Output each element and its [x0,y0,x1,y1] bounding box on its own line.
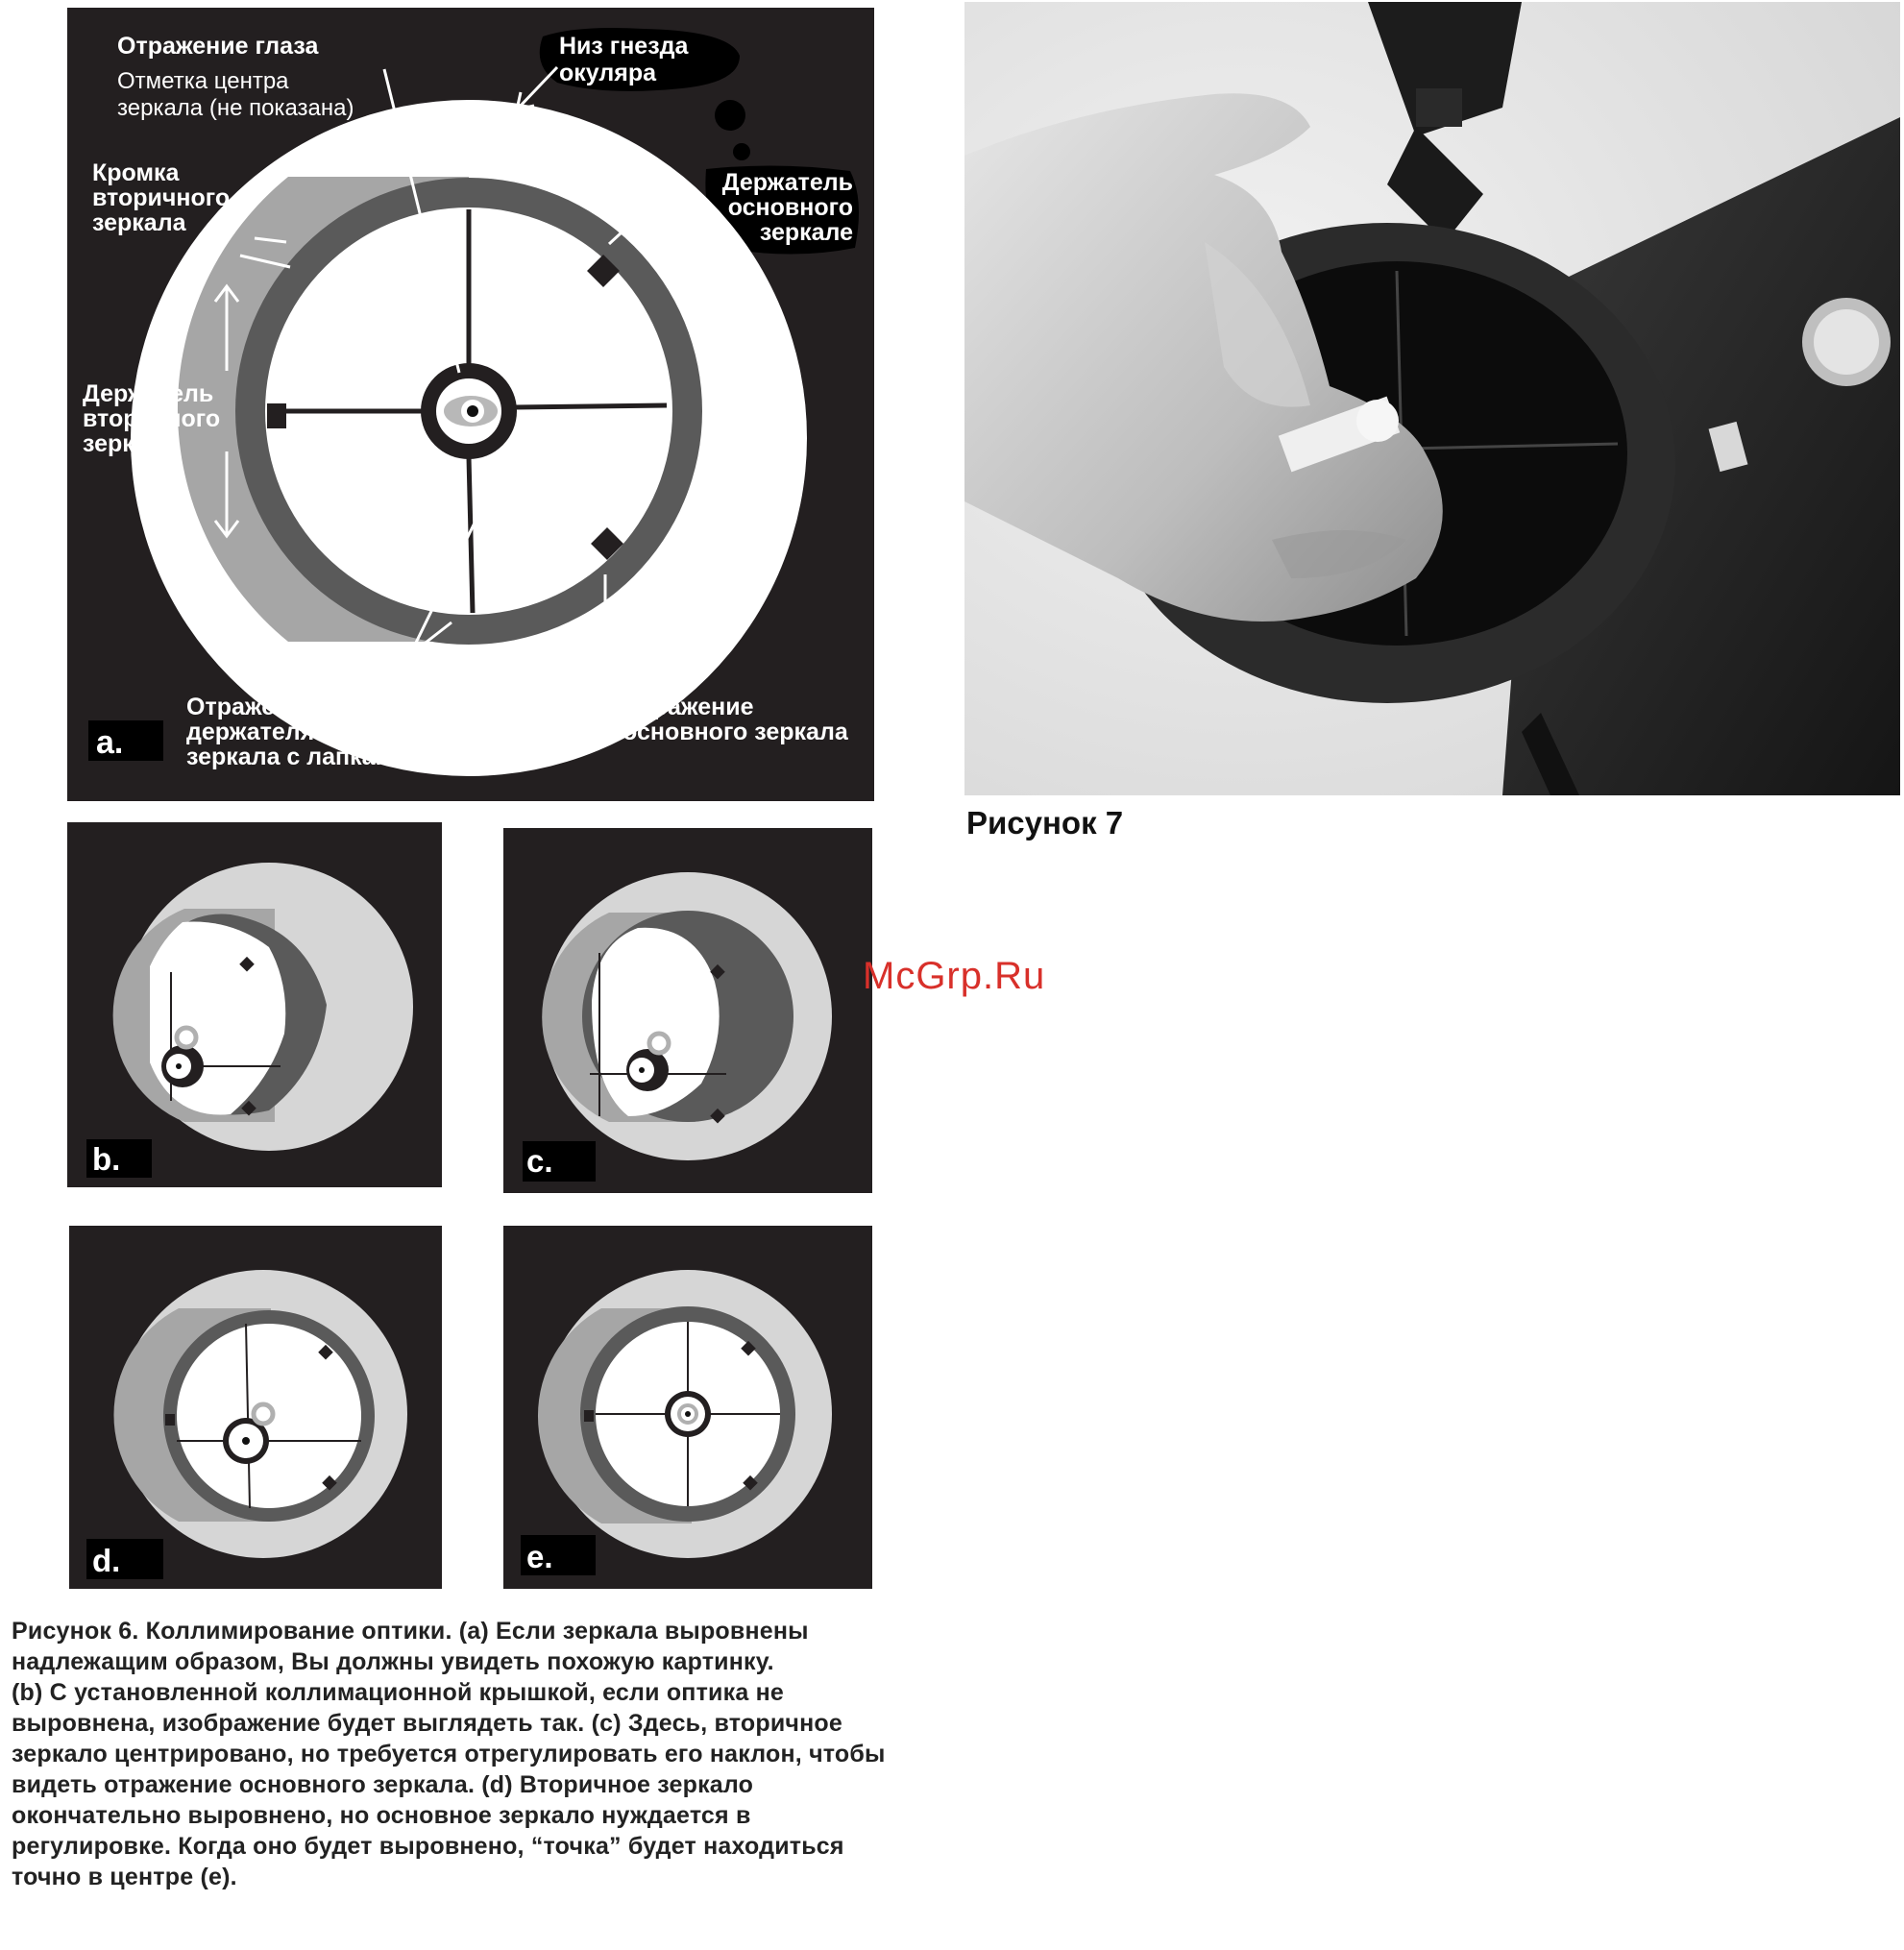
panel-b-diagram [67,822,442,1187]
label-focuser-bottom-1: Низ гнезда [559,33,689,60]
label-secondary-edge-3: зеркала [92,209,186,236]
figure6-panel-d [69,1226,442,1589]
label-secondary-edge-1: Кромка [92,159,180,186]
panel-d-letter: d. [92,1543,121,1578]
label-eye-reflection: Отражение глаза [117,33,319,60]
figure6-caption [12,1616,963,1892]
panel-d-diagram [69,1226,442,1589]
figure7-caption: Рисунок 7 [966,805,1124,841]
label-center-mark-2: зеркала (не показана) [117,95,354,121]
label-spider-reflection-1: Отражение [186,694,318,720]
label-secondary-holder-2: вторичного [83,405,221,432]
label-spider-reflection-2: держателя вторичного [186,719,459,745]
caption-line: надлежащим образом, Вы должны увидеть похожую картинку. [12,1648,774,1675]
label-spider-reflection-3: зеркала с лапками [186,743,408,770]
panel-a-letter: a. [96,724,124,761]
panel-e-letter: e. [526,1539,553,1574]
label-center-mark-1: Отметка центра [117,68,289,94]
figure6-panel-c [503,828,872,1193]
label-primary-clip-3: зеркале [759,219,853,246]
panel-c-letter: c. [526,1143,553,1179]
label-primary-reflection-1: Отражение [622,694,754,720]
figure7-photo [964,2,1900,795]
telescope-hand-photo [964,2,1900,795]
caption-line: видеть отражение основного зеркала. (d) Вторичное зеркало [12,1771,754,1798]
caption-line: (b) С установленной коллимационной крышкой, если оптика не [12,1679,784,1706]
label-secondary-holder-1: Держатель [83,380,214,407]
caption-line: окончательно выровнено, но основное зеркало нуждается в [12,1802,751,1829]
panel-a-diagram [67,8,874,801]
caption-line: Рисунок 6. Коллимирование оптики. (a) Если зеркала выровнены [12,1618,809,1645]
label-primary-clip-2: основного [727,194,853,221]
label-primary-clip-1: Держатель [721,169,853,196]
secondary-holder-marker [267,403,286,428]
watermark-text: McGrp.Ru [863,955,1046,997]
label-secondary-edge-2: вторичного [92,184,231,211]
label-secondary-holder-3: зеркала [83,430,177,457]
figure6-panel-e [503,1226,872,1589]
figure6-panel-b [67,822,442,1187]
panel-c-diagram [503,828,872,1193]
caption-line: регулировке. Когда оно будет выровнено, “точка” будет находиться [12,1833,844,1860]
caption-line: зеркало центрировано, но требуется отрегулировать его наклон, чтобы [12,1741,886,1767]
figure6-panel-a [67,8,874,801]
caption-line: выровнена, изображение будет выглядеть так. (c) Здесь, вторичное [12,1710,842,1737]
label-focuser-bottom-2: окуляра [559,60,657,86]
label-primary-reflection-2: основного зеркала [622,719,848,745]
panel-e-diagram [503,1226,872,1589]
panel-b-letter: b. [92,1141,121,1177]
caption-line: точно в центре (e). [12,1864,237,1890]
